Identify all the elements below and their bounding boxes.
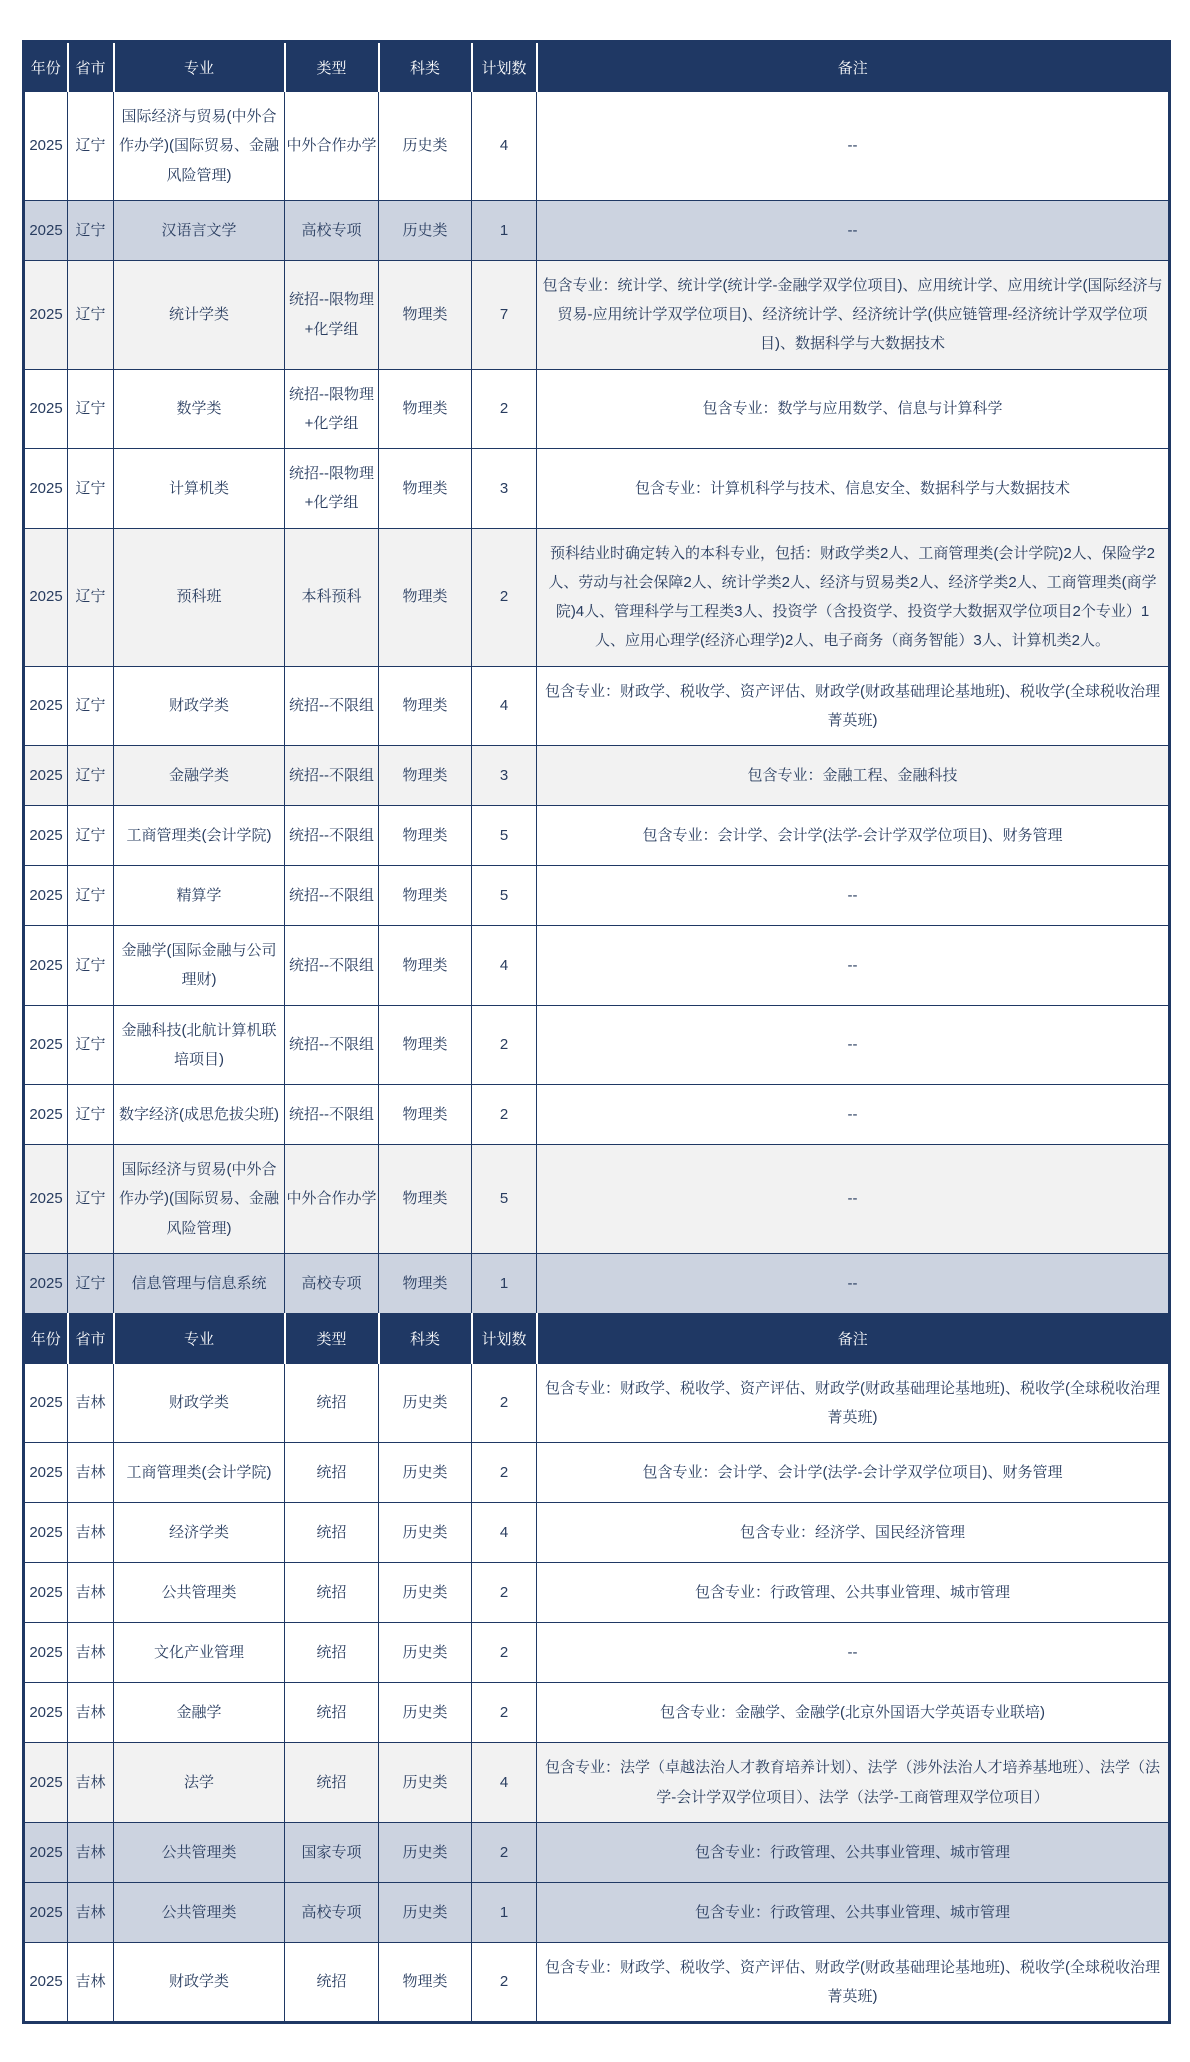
cell-plan_count: 2 <box>472 1822 537 1882</box>
table-row <box>24 528 1170 666</box>
cell-province: 吉林 <box>68 1563 114 1623</box>
cell-province: 辽宁 <box>68 666 114 746</box>
table-row <box>24 369 1170 449</box>
cell-remark: -- <box>537 926 1170 1006</box>
cell-type: 本科预科 <box>285 528 379 666</box>
cell-type: 统招--不限组 <box>285 806 379 866</box>
cell-major: 数学类 <box>114 369 285 449</box>
cell-type: 统招 <box>285 1443 379 1503</box>
cell-province: 辽宁 <box>68 866 114 926</box>
cell-plan_count: 2 <box>472 1683 537 1743</box>
cell-year: 2025 <box>24 666 68 746</box>
cell-province: 辽宁 <box>68 528 114 666</box>
cell-province: 辽宁 <box>68 1145 114 1254</box>
cell-year: 2025 <box>24 1005 68 1085</box>
cell-plan_count: 4 <box>472 666 537 746</box>
cell-province: 吉林 <box>68 1882 114 1942</box>
cell-type: 统招 <box>285 1683 379 1743</box>
cell-type: 统招--限物理+化学组 <box>285 449 379 529</box>
cell-type: 统招--不限组 <box>285 866 379 926</box>
column-header-remark: 备注 <box>537 42 1170 92</box>
column-header-province: 省市 <box>68 42 114 92</box>
cell-subject: 物理类 <box>379 449 472 529</box>
cell-major: 工商管理类(会计学院) <box>114 1443 285 1503</box>
column-header-remark: 备注 <box>537 1313 1170 1363</box>
cell-year: 2025 <box>24 369 68 449</box>
table-row <box>24 926 1170 1006</box>
cell-plan_count: 2 <box>472 369 537 449</box>
cell-subject: 物理类 <box>379 1005 472 1085</box>
cell-subject: 物理类 <box>379 369 472 449</box>
table-row <box>24 806 1170 866</box>
cell-major: 公共管理类 <box>114 1563 285 1623</box>
cell-year: 2025 <box>24 1743 68 1823</box>
cell-plan_count: 1 <box>472 1882 537 1942</box>
column-header-subject: 科类 <box>379 1313 472 1363</box>
cell-subject: 历史类 <box>379 1563 472 1623</box>
cell-year: 2025 <box>24 1882 68 1942</box>
column-header-plan_count: 计划数 <box>472 42 537 92</box>
cell-type: 高校专项 <box>285 1882 379 1942</box>
cell-year: 2025 <box>24 1942 68 2023</box>
header-row <box>24 1313 1170 1363</box>
table-body <box>24 42 1170 2023</box>
cell-year: 2025 <box>24 1503 68 1563</box>
cell-type: 高校专项 <box>285 1253 379 1313</box>
cell-year: 2025 <box>24 1253 68 1313</box>
cell-province: 吉林 <box>68 1743 114 1823</box>
cell-major: 公共管理类 <box>114 1882 285 1942</box>
cell-type: 统招 <box>285 1942 379 2023</box>
cell-year: 2025 <box>24 866 68 926</box>
table-row <box>24 260 1170 369</box>
cell-major: 国际经济与贸易(中外合作办学)(国际贸易、金融风险管理) <box>114 1145 285 1254</box>
table-row <box>24 666 1170 746</box>
cell-subject: 历史类 <box>379 1363 472 1443</box>
cell-type: 统招--不限组 <box>285 1005 379 1085</box>
table-row <box>24 1683 1170 1743</box>
cell-major: 精算学 <box>114 866 285 926</box>
cell-remark: 包含专业：统计学、统计学(统计学-金融学双学位项目)、应用统计学、应用统计学(国际经济与贸易-应用统计学双学位项目)、经济统计学、经济统计学(供应链管理-经济统计学双学位项目)、数据科学与大数据技术 <box>537 260 1170 369</box>
column-header-major: 专业 <box>114 1313 285 1363</box>
cell-year: 2025 <box>24 528 68 666</box>
cell-remark: -- <box>537 1005 1170 1085</box>
cell-type: 统招 <box>285 1623 379 1683</box>
cell-year: 2025 <box>24 746 68 806</box>
cell-year: 2025 <box>24 1563 68 1623</box>
cell-year: 2025 <box>24 200 68 260</box>
cell-type: 统招 <box>285 1363 379 1443</box>
cell-remark: 预科结业时确定转入的本科专业，包括：财政学类2人、工商管理类(会计学院)2人、保险学2人、劳动与社会保障2人、统计学类2人、经济与贸易类2人、经济学类2人、工商管理类(商学院)4人、管理科学与工程类3人、投资学（含投资学、投资学大数据双学位项目2个专业）1人、应用心理学(经济心理学)2人、电子商务（商务智能）3人、计算机类2人。 <box>537 528 1170 666</box>
table-row <box>24 1882 1170 1942</box>
cell-remark: 包含专业：金融工程、金融科技 <box>537 746 1170 806</box>
cell-province: 吉林 <box>68 1363 114 1443</box>
cell-subject: 物理类 <box>379 806 472 866</box>
cell-remark: 包含专业：财政学、税收学、资产评估、财政学(财政基础理论基地班)、税收学(全球税收治理菁英班) <box>537 666 1170 746</box>
cell-remark: -- <box>537 200 1170 260</box>
admission-plan-table <box>22 40 1171 2024</box>
cell-major: 计算机类 <box>114 449 285 529</box>
cell-province: 辽宁 <box>68 200 114 260</box>
cell-year: 2025 <box>24 1683 68 1743</box>
cell-year: 2025 <box>24 926 68 1006</box>
cell-major: 财政学类 <box>114 666 285 746</box>
cell-province: 辽宁 <box>68 260 114 369</box>
table-row <box>24 449 1170 529</box>
cell-plan_count: 2 <box>472 528 537 666</box>
column-header-plan_count: 计划数 <box>472 1313 537 1363</box>
cell-plan_count: 2 <box>472 1085 537 1145</box>
cell-plan_count: 2 <box>472 1623 537 1683</box>
cell-remark: -- <box>537 1085 1170 1145</box>
cell-year: 2025 <box>24 1363 68 1443</box>
cell-year: 2025 <box>24 1085 68 1145</box>
cell-type: 统招--不限组 <box>285 666 379 746</box>
cell-plan_count: 4 <box>472 1503 537 1563</box>
table-row <box>24 1743 1170 1823</box>
cell-major: 文化产业管理 <box>114 1623 285 1683</box>
table-row <box>24 1363 1170 1443</box>
cell-plan_count: 2 <box>472 1563 537 1623</box>
column-header-type: 类型 <box>285 1313 379 1363</box>
cell-remark: 包含专业：行政管理、公共事业管理、城市管理 <box>537 1563 1170 1623</box>
cell-type: 国家专项 <box>285 1822 379 1882</box>
cell-subject: 物理类 <box>379 866 472 926</box>
cell-province: 吉林 <box>68 1623 114 1683</box>
cell-province: 吉林 <box>68 1822 114 1882</box>
table-row <box>24 1005 1170 1085</box>
cell-subject: 物理类 <box>379 1085 472 1145</box>
cell-plan_count: 5 <box>472 866 537 926</box>
table-row <box>24 1253 1170 1313</box>
cell-major: 金融学(国际金融与公司理财) <box>114 926 285 1006</box>
cell-subject: 物理类 <box>379 746 472 806</box>
cell-major: 统计学类 <box>114 260 285 369</box>
cell-remark: 包含专业：行政管理、公共事业管理、城市管理 <box>537 1822 1170 1882</box>
cell-major: 信息管理与信息系统 <box>114 1253 285 1313</box>
table-row <box>24 1503 1170 1563</box>
cell-plan_count: 2 <box>472 1005 537 1085</box>
cell-remark: 包含专业：金融学、金融学(北京外国语大学英语专业联培) <box>537 1683 1170 1743</box>
cell-subject: 物理类 <box>379 260 472 369</box>
cell-type: 统招 <box>285 1743 379 1823</box>
column-header-subject: 科类 <box>379 42 472 92</box>
cell-remark: -- <box>537 92 1170 201</box>
cell-remark: -- <box>537 1253 1170 1313</box>
cell-type: 统招--限物理+化学组 <box>285 369 379 449</box>
cell-plan_count: 7 <box>472 260 537 369</box>
cell-type: 统招--不限组 <box>285 1085 379 1145</box>
cell-subject: 物理类 <box>379 1145 472 1254</box>
cell-subject: 物理类 <box>379 666 472 746</box>
cell-remark: 包含专业：财政学、税收学、资产评估、财政学(财政基础理论基地班)、税收学(全球税收治理菁英班) <box>537 1942 1170 2023</box>
table-row <box>24 92 1170 201</box>
cell-type: 中外合作办学 <box>285 92 379 201</box>
cell-type: 统招 <box>285 1503 379 1563</box>
cell-subject: 历史类 <box>379 1743 472 1823</box>
cell-plan_count: 3 <box>472 746 537 806</box>
column-header-major: 专业 <box>114 42 285 92</box>
cell-province: 辽宁 <box>68 1085 114 1145</box>
cell-province: 吉林 <box>68 1942 114 2023</box>
cell-subject: 物理类 <box>379 528 472 666</box>
cell-subject: 物理类 <box>379 1942 472 2023</box>
cell-subject: 历史类 <box>379 1882 472 1942</box>
cell-province: 吉林 <box>68 1443 114 1503</box>
column-header-year: 年份 <box>24 42 68 92</box>
cell-subject: 历史类 <box>379 1503 472 1563</box>
table-row <box>24 1085 1170 1145</box>
cell-type: 统招 <box>285 1563 379 1623</box>
cell-plan_count: 1 <box>472 1253 537 1313</box>
cell-year: 2025 <box>24 1623 68 1683</box>
cell-plan_count: 1 <box>472 200 537 260</box>
table-row <box>24 200 1170 260</box>
cell-plan_count: 2 <box>472 1363 537 1443</box>
cell-plan_count: 5 <box>472 1145 537 1254</box>
cell-province: 辽宁 <box>68 92 114 201</box>
cell-remark: 包含专业：会计学、会计学(法学-会计学双学位项目)、财务管理 <box>537 1443 1170 1503</box>
cell-remark: 包含专业：行政管理、公共事业管理、城市管理 <box>537 1882 1170 1942</box>
table-row <box>24 746 1170 806</box>
cell-province: 辽宁 <box>68 926 114 1006</box>
cell-year: 2025 <box>24 1822 68 1882</box>
cell-subject: 历史类 <box>379 1822 472 1882</box>
cell-remark: 包含专业：数学与应用数学、信息与计算科学 <box>537 369 1170 449</box>
cell-remark: 包含专业：会计学、会计学(法学-会计学双学位项目)、财务管理 <box>537 806 1170 866</box>
cell-year: 2025 <box>24 260 68 369</box>
cell-remark: 包含专业：经济学、国民经济管理 <box>537 1503 1170 1563</box>
cell-type: 中外合作办学 <box>285 1145 379 1254</box>
cell-subject: 历史类 <box>379 1623 472 1683</box>
cell-province: 辽宁 <box>68 746 114 806</box>
cell-major: 金融科技(北航计算机联培项目) <box>114 1005 285 1085</box>
cell-major: 金融学类 <box>114 746 285 806</box>
cell-year: 2025 <box>24 806 68 866</box>
cell-province: 辽宁 <box>68 1005 114 1085</box>
cell-year: 2025 <box>24 1443 68 1503</box>
table-row <box>24 1942 1170 2023</box>
cell-major: 预科班 <box>114 528 285 666</box>
cell-subject: 历史类 <box>379 1443 472 1503</box>
cell-major: 经济学类 <box>114 1503 285 1563</box>
cell-major: 法学 <box>114 1743 285 1823</box>
cell-plan_count: 4 <box>472 92 537 201</box>
cell-year: 2025 <box>24 1145 68 1254</box>
cell-province: 辽宁 <box>68 806 114 866</box>
cell-subject: 物理类 <box>379 1253 472 1313</box>
cell-subject: 历史类 <box>379 200 472 260</box>
table-row <box>24 1822 1170 1882</box>
cell-plan_count: 2 <box>472 1942 537 2023</box>
cell-plan_count: 4 <box>472 926 537 1006</box>
cell-major: 公共管理类 <box>114 1822 285 1882</box>
cell-remark: 包含专业：法学（卓越法治人才教育培养计划）、法学（涉外法治人才培养基地班）、法学（法学-会计学双学位项目）、法学（法学-工商管理双学位项目） <box>537 1743 1170 1823</box>
cell-plan_count: 4 <box>472 1743 537 1823</box>
cell-type: 高校专项 <box>285 200 379 260</box>
table-row <box>24 1623 1170 1683</box>
cell-plan_count: 2 <box>472 1443 537 1503</box>
header-row <box>24 42 1170 92</box>
cell-major: 汉语言文学 <box>114 200 285 260</box>
table-row <box>24 1563 1170 1623</box>
column-header-province: 省市 <box>68 1313 114 1363</box>
cell-province: 辽宁 <box>68 449 114 529</box>
cell-province: 辽宁 <box>68 1253 114 1313</box>
cell-plan_count: 3 <box>472 449 537 529</box>
cell-remark: -- <box>537 1145 1170 1254</box>
cell-major: 财政学类 <box>114 1363 285 1443</box>
cell-remark: -- <box>537 1623 1170 1683</box>
column-header-year: 年份 <box>24 1313 68 1363</box>
column-header-type: 类型 <box>285 42 379 92</box>
cell-subject: 历史类 <box>379 1683 472 1743</box>
cell-remark: 包含专业：计算机科学与技术、信息安全、数据科学与大数据技术 <box>537 449 1170 529</box>
cell-major: 金融学 <box>114 1683 285 1743</box>
table-row <box>24 1145 1170 1254</box>
cell-type: 统招--限物理+化学组 <box>285 260 379 369</box>
cell-type: 统招--不限组 <box>285 746 379 806</box>
cell-remark: 包含专业：财政学、税收学、资产评估、财政学(财政基础理论基地班)、税收学(全球税收治理菁英班) <box>537 1363 1170 1443</box>
cell-major: 数字经济(成思危拔尖班) <box>114 1085 285 1145</box>
cell-plan_count: 5 <box>472 806 537 866</box>
table-row <box>24 1443 1170 1503</box>
cell-subject: 历史类 <box>379 92 472 201</box>
cell-type: 统招--不限组 <box>285 926 379 1006</box>
cell-province: 吉林 <box>68 1683 114 1743</box>
cell-major: 工商管理类(会计学院) <box>114 806 285 866</box>
table-row <box>24 866 1170 926</box>
cell-year: 2025 <box>24 449 68 529</box>
cell-province: 辽宁 <box>68 369 114 449</box>
cell-subject: 物理类 <box>379 926 472 1006</box>
cell-major: 国际经济与贸易(中外合作办学)(国际贸易、金融风险管理) <box>114 92 285 201</box>
cell-major: 财政学类 <box>114 1942 285 2023</box>
cell-remark: -- <box>537 866 1170 926</box>
cell-year: 2025 <box>24 92 68 201</box>
cell-province: 吉林 <box>68 1503 114 1563</box>
